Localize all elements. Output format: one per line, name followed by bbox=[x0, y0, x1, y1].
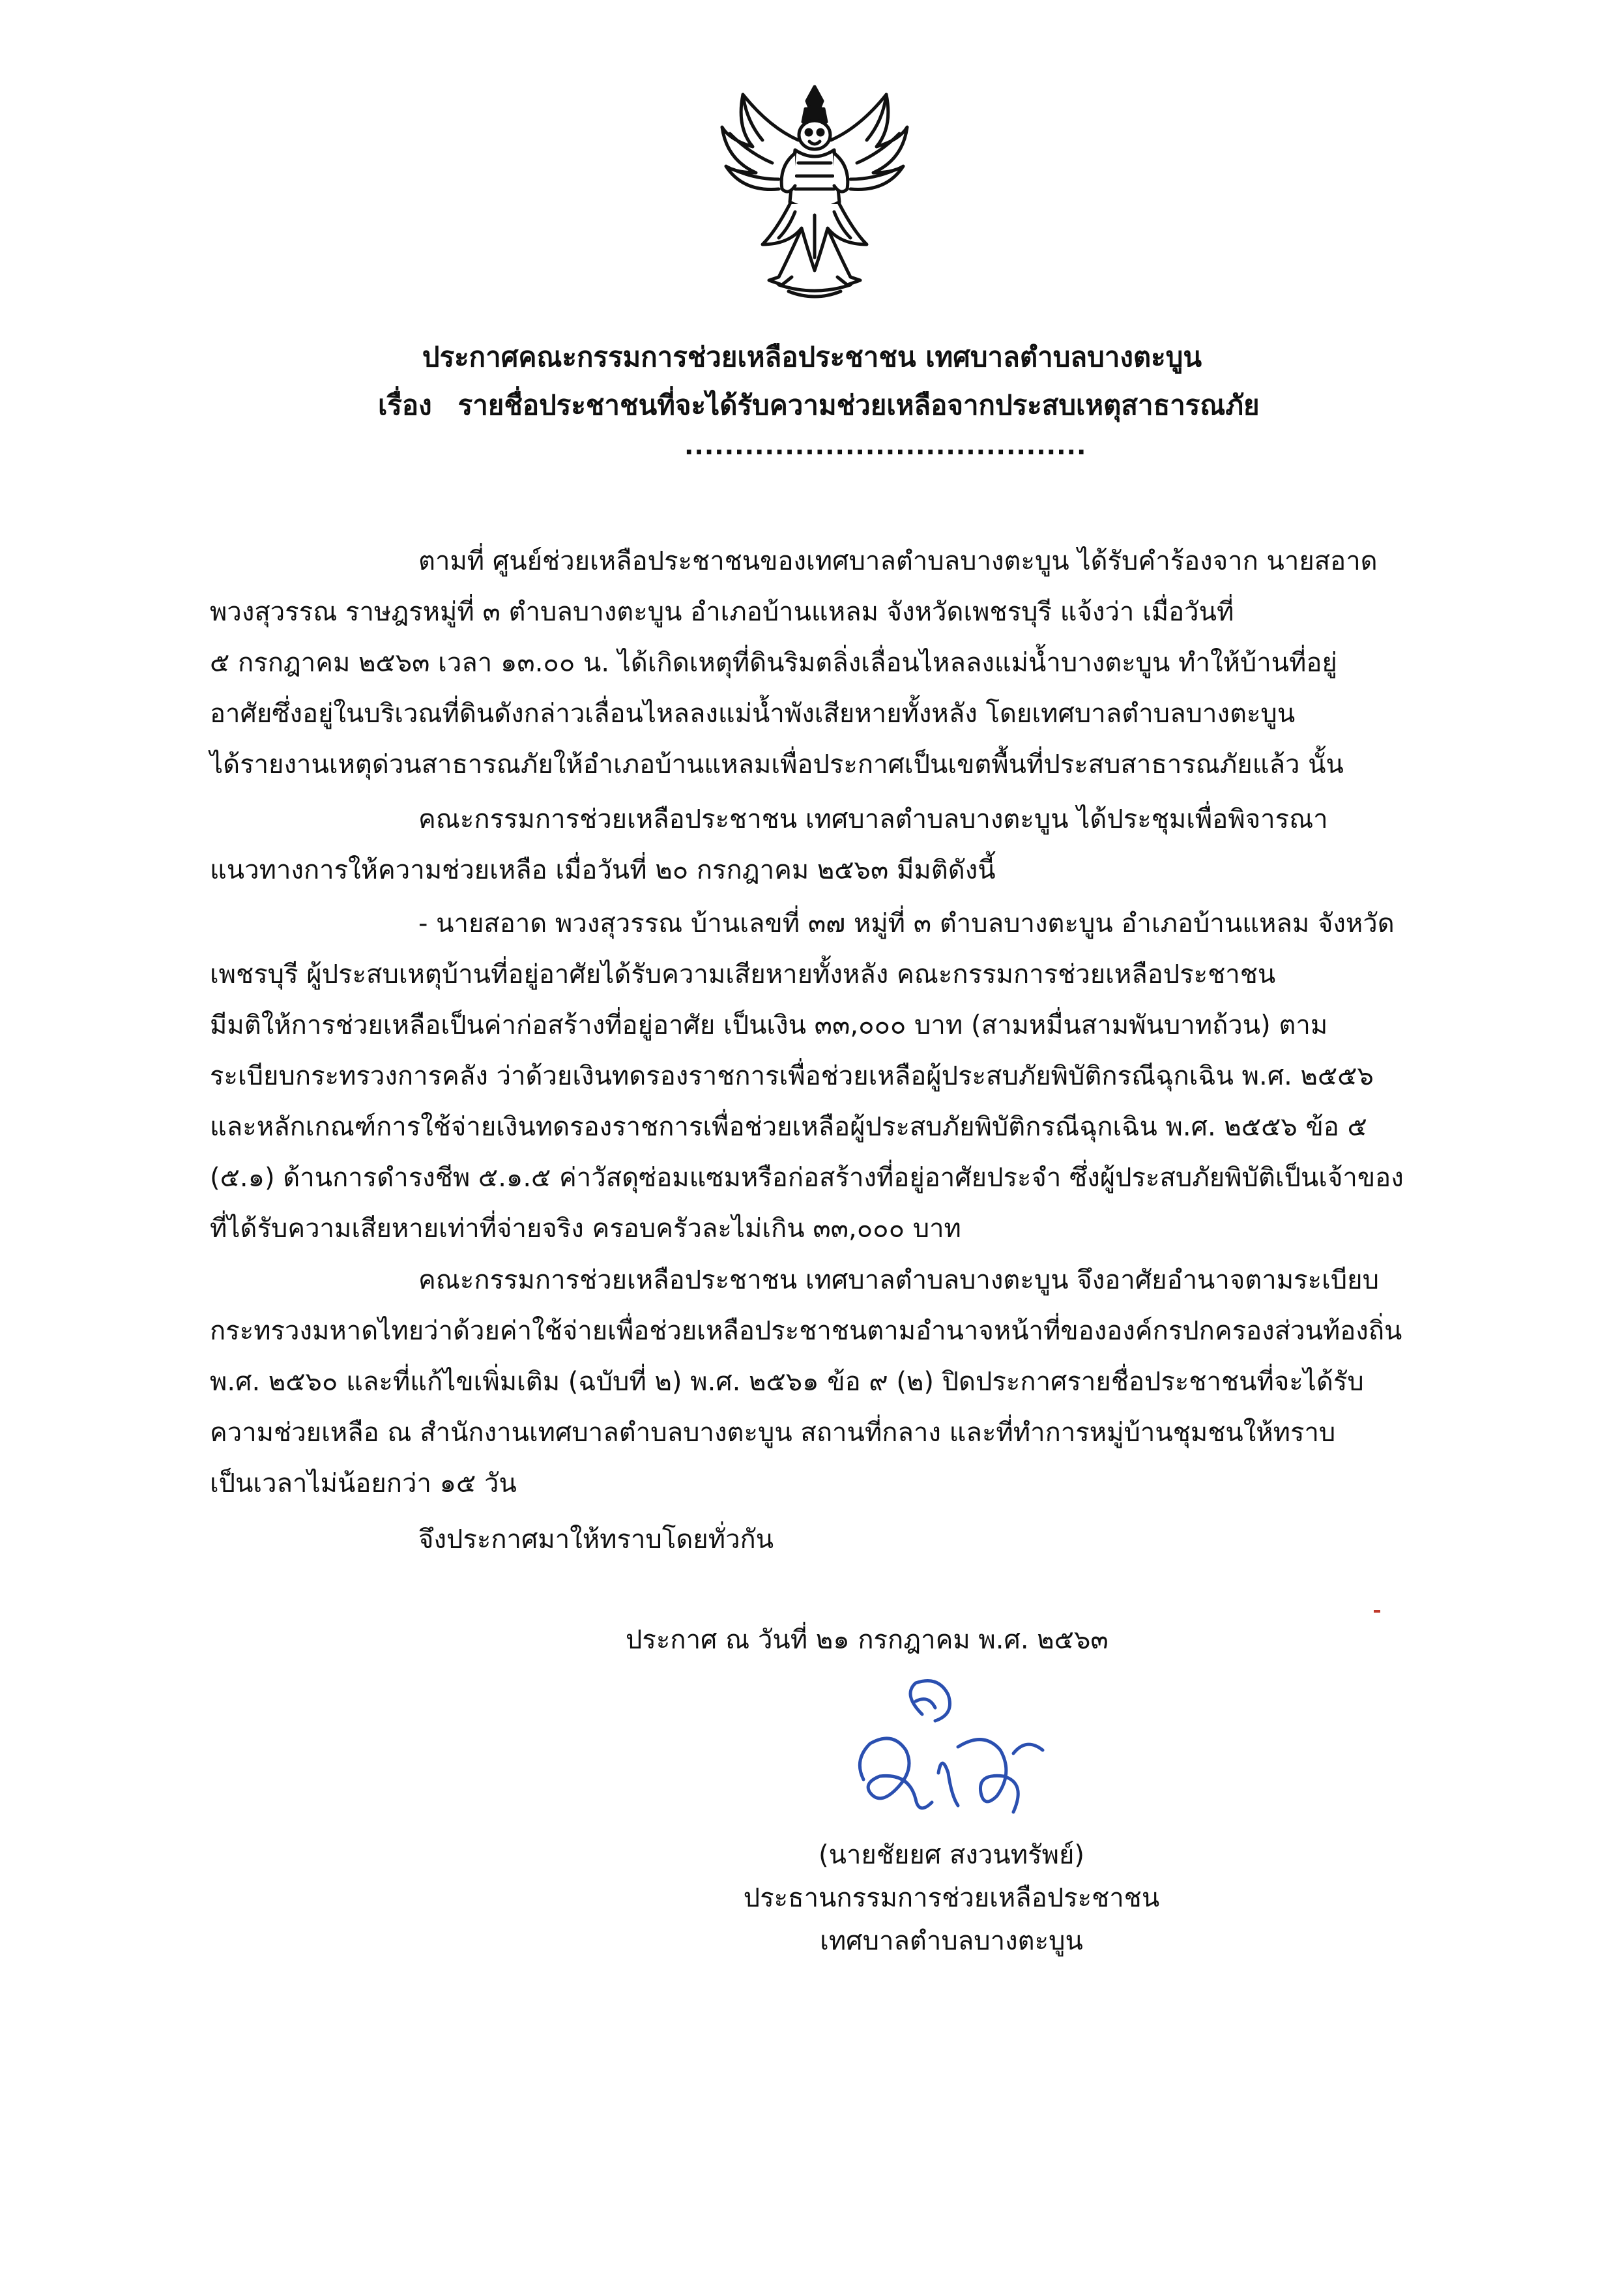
signer-title: ประธานกรรมการช่วยเหลือประชาชน bbox=[743, 1883, 1160, 1913]
stray-ink-mark bbox=[1374, 1610, 1380, 1613]
paragraph-line: อาศัยซึ่งอยู่ในบริเวณที่ดินดังกล่าวเลื่อนไหลลงแม่น้ำพังเสียหายทั้งหลัง โดยเทศบาลตำบลบางตะบูน bbox=[210, 699, 1296, 729]
paragraph-background bbox=[210, 536, 1461, 790]
paragraph-line: เพชรบุรี ผู้ประสบเหตุบ้านที่อยู่อาศัยได้รับความเสียหายทั้งหลัง คณะกรรมการช่วยเหลือประชาชน bbox=[210, 959, 1276, 989]
announcement-date: ประกาศ ณ วันที่ ๒๑ กรกฎาคม พ.ศ. ๒๕๖๓ bbox=[626, 1625, 1109, 1655]
paragraph-line: คณะกรรมการช่วยเหลือประชาชน เทศบาลตำบลบางตะบูน จึงอาศัยอำนาจตามระเบียบ bbox=[418, 1265, 1379, 1295]
announcement-title: ประกาศคณะกรรมการช่วยเหลือประชาชน เทศบาลตำบลบางตะบูน bbox=[422, 341, 1202, 373]
paragraph-line: (๕.๑) ด้านการดำรงชีพ ๕.๑.๕ ค่าวัสดุซ่อมแซมหรือก่อสร้างที่อยู่อาศัยประจำ ซึ่งผู้ประสบภัยพิบัติเป็นเจ้าของ bbox=[210, 1163, 1404, 1193]
paragraph-line: ที่ได้รับความเสียหายเท่าที่จ่ายจริง ครอบครัวละไม่เกิน ๓๓,๐๐๐ บาท bbox=[210, 1214, 961, 1244]
signer-name: (นายชัยยศ สงวนทรัพย์) bbox=[819, 1840, 1084, 1870]
paragraph-resolution bbox=[210, 898, 1461, 1254]
paragraph-line: ได้รายงานเหตุด่วนสาธารณภัยให้อำเภอบ้านแหลมเพื่อประกาศเป็นเขตพื้นที่ประสบสาธารณภัยแล้ว นั้น bbox=[210, 750, 1344, 780]
paragraph-line: ตามที่ ศูนย์ช่วยเหลือประชาชนของเทศบาลตำบลบางตะบูน ได้รับคำร้องจาก นายสอาด bbox=[418, 546, 1378, 576]
subject-label: เรื่อง bbox=[378, 389, 432, 421]
paragraph-line: - นายสอาด พวงสุวรรณ บ้านเลขที่ ๓๗ หมู่ที่ ๓ ตำบลบางตะบูน อำเภอบ้านแหลม จังหวัด bbox=[418, 909, 1395, 939]
paragraph-line: ความช่วยเหลือ ณ สำนักงานเทศบาลตำบลบางตะบูน สถานที่กลาง และที่ทำการหมู่บ้านชุมชนให้ทราบ bbox=[210, 1418, 1336, 1448]
garuda-emblem-icon bbox=[717, 81, 912, 306]
paragraph-closing bbox=[210, 1514, 1461, 1565]
signer-organization: เทศบาลตำบลบางตะบูน bbox=[820, 1926, 1083, 1956]
paragraph-line: ระเบียบกระทรวงการคลัง ว่าด้วยเงินทดรองราชการเพื่อช่วยเหลือผู้ประสบภัยพิบัติกรณีฉุกเฉิน พ.ศ. ๒๕๕๖ bbox=[210, 1061, 1374, 1091]
paragraph-line: ๕ กรกฎาคม ๒๕๖๓ เวลา ๑๓.๐๐ น. ได้เกิดเหตุที่ดินริมตลิ่งเลื่อนไหลลงแม่น้ำบางตะบูน ทำให้บ้านที่อยู่ bbox=[210, 648, 1337, 678]
paragraph-meeting bbox=[210, 794, 1461, 896]
subject-text: รายชื่อประชาชนที่จะได้รับความช่วยเหลือจากประสบเหตุสาธารณภัย bbox=[457, 389, 1260, 421]
paragraph-line: เป็นเวลาไม่น้อยกว่า ๑๕ วัน bbox=[210, 1469, 517, 1499]
paragraph-authority bbox=[210, 1255, 1461, 1509]
announcement-subject-line bbox=[378, 386, 1486, 425]
paragraph-line: มีมติให้การช่วยเหลือเป็นค่าก่อสร้างที่อยู่อาศัย เป็นเงิน ๓๓,๐๐๐ บาท (สามหมื่นสามพันบาทถ้วน) ตาม bbox=[210, 1010, 1328, 1040]
paragraph-line: คณะกรรมการช่วยเหลือประชาชน เทศบาลตำบลบางตะบูน ได้ประชุมเพื่อพิจารณา bbox=[418, 804, 1328, 834]
paragraph-line: พ.ศ. ๒๕๖๐ และที่แก้ไขเพิ่มเติม (ฉบับที่ ๒) พ.ศ. ๒๕๖๑ ข้อ ๙ (๒) ปิดประกาศรายชื่อประชาชนที่จะได้รับ bbox=[210, 1367, 1364, 1397]
heading-rule: ........................................ bbox=[684, 432, 1087, 460]
handwritten-signature-icon bbox=[818, 1675, 1066, 1832]
paragraph-line: และหลักเกณฑ์การใช้จ่ายเงินทดรองราชการเพื่อช่วยเหลือผู้ประสบภัยพิบัติกรณีฉุกเฉิน พ.ศ. ๒๕๕๖ ข้อ ๕ bbox=[210, 1112, 1367, 1142]
paragraph-line: กระทรวงมหาดไทยว่าด้วยค่าใช้จ่ายเพื่อช่วยเหลือประชาชนตามอำนาจหน้าที่ขององค์กรปกครองส่วนท้องถิ่น bbox=[210, 1316, 1402, 1346]
paragraph-line: พวงสุวรรณ ราษฎรหมู่ที่ ๓ ตำบลบางตะบูน อำเภอบ้านแหลม จังหวัดเพชรบุรี แจ้งว่า เมื่อวันที่ bbox=[210, 597, 1234, 627]
paragraph-line: จึงประกาศมาให้ทราบโดยทั่วกัน bbox=[418, 1525, 774, 1555]
paragraph-line: แนวทางการให้ความช่วยเหลือ เมื่อวันที่ ๒๐ กรกฎาคม ๒๕๖๓ มีมติดังนี้ bbox=[210, 855, 996, 885]
